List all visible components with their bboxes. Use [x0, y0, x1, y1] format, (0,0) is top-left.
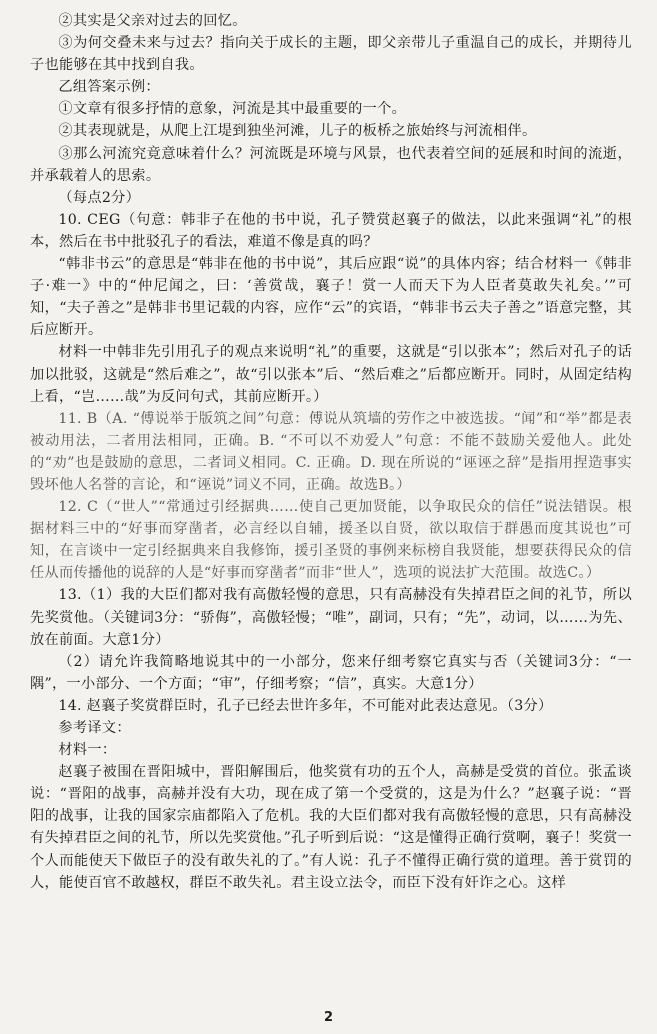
paragraph: ①文章有很多抒情的意象，河流是其中最重要的一个。	[58, 101, 407, 118]
paragraph: （每点2分）	[58, 189, 141, 206]
paragraph: ②其表现就是，从爬上江堤到独坐河滩，儿子的板桥之旅始终与河流相伴。	[58, 123, 537, 140]
paragraph: “韩非书云”的意思是“韩非在他的书中说”，其后应跟“说”的具体内容；结合材料一《韩非子·难一》中的“仲尼闻之，曰：‘善赏哉，襄子！赏一人而天下为人臣者莫敢失礼矣。’”可知，“夫子善之”是韩非书里记载的内容，应作“云”的宾语，“韩非书云夫子善之”语意完整，其后应断开。	[30, 256, 632, 339]
paragraph: 材料一中韩非先引用孔子的观点来说明“礼”的重要，这就是“引以张本”；然后对孔子的话加以批驳，这就是“然后难之”，故“引以张本”后、“然后难之”后都应断开。同时，从固定结构上看，“岂……哉”为反问句式，其前应断开。）	[30, 344, 632, 405]
paragraph: ③那么河流究竟意味着什么？河流既是环境与风景，也代表着空间的延展和时间的流逝，并承载着人的思索。	[30, 145, 632, 184]
paragraph: 材料一：	[58, 742, 117, 759]
paragraph: 13.（1）我的大臣们都对我有高傲轻慢的意思，只有高赫没有失掉君臣之间的礼节，所以先奖赏他。（关键词3分：“骄侮”，高傲轻慢；“唯”，副词，只有；“先”，动词，以……为先、放在前面。大意1分）	[30, 587, 632, 648]
page-number: 2	[323, 1010, 334, 1025]
paragraph: （2）请允许我简略地说其中的一小部分，您来仔细考察它真实与否（关键词3分：“一隅”，一小部分、一个方面；“审”，仔细考察；“信”，真实。大意1分）	[30, 653, 632, 692]
paragraph: 12. C（“世人”“常通过引经据典……使自己更加贤能，以争取民众的信任”说法错误。根据材料三中的“好事而穿凿者，必言经以自辅，援圣以自贤，欲以取信于群愚而度其说也”可知，在言谈中一定引经据典来自我修饰，援引圣贤的事例来标榜自我贤能，想要获得民众的信任从而传播他的说辞的人是“好事而穿凿者”而非“世人”，选项的说法扩大范围。故选C。）	[30, 499, 632, 582]
paragraph: 10. CEG（句意：韩非子在他的书中说，孔子赞赏赵襄子的做法，以此来强调“礼”的根本，然后在书中批驳孔子的看法，难道不像是真的吗？	[30, 211, 632, 250]
paragraph: ③为何交叠未来与过去？指向关于成长的主题，即父亲带儿子重温自己的成长，并期待儿子也能够在其中找到自我。	[30, 35, 632, 74]
paragraph: 乙组答案示例：	[58, 79, 160, 96]
answer-text-body	[30, 10, 632, 894]
paragraph: ②其实是父亲对过去的回忆。	[58, 13, 247, 29]
paragraph: 11. B（A. “傅说举于版筑之间”句意：傅说从筑墙的劳作之中被选拔。“闻”和“举”都是表被动用法，二者用法相同，正确。B. “不可以不劝爱人”句意：不能不鼓励关爱他人。此处的“劝”也是鼓励的意思，二者词义相同。C. 正确。D. 现在所说的“诬诬之辞”是指用捏造事实毁坏他人名誉的言论，和“诬说”词义不同，正确。故选B。）	[30, 410, 632, 493]
paragraph: 参考译文：	[58, 720, 131, 736]
paragraph: 赵襄子被围在晋阳城中，晋阳解围后，他奖赏有功的五个人，高赫是受赏的首位。张孟谈说：“晋阳的战事，高赫并没有大功，现在成了第一个受赏的，这是为什么？”赵襄子说：“晋阳的战事，让我的国家宗庙都陷入了危机。我的大臣们都对我有高傲轻慢的意思，只有高赫没有失掉君臣之间的礼节，所以先奖赏他。”孔子听到后说：“这是懂得正确行赏啊，襄子！奖赏一个人而能使天下做臣子的没有敢失礼的了。”有人说：孔子不懂得正确行赏的道理。善于赏罚的人，能使百官不敢越权，群臣不敢失礼。君主设立法令，而臣下没有奸诈之心。这样	[30, 764, 632, 891]
paragraph: 14. 赵襄子奖赏群臣时，孔子已经去世许多年，不可能对此表达意见。（3分）	[58, 697, 553, 714]
